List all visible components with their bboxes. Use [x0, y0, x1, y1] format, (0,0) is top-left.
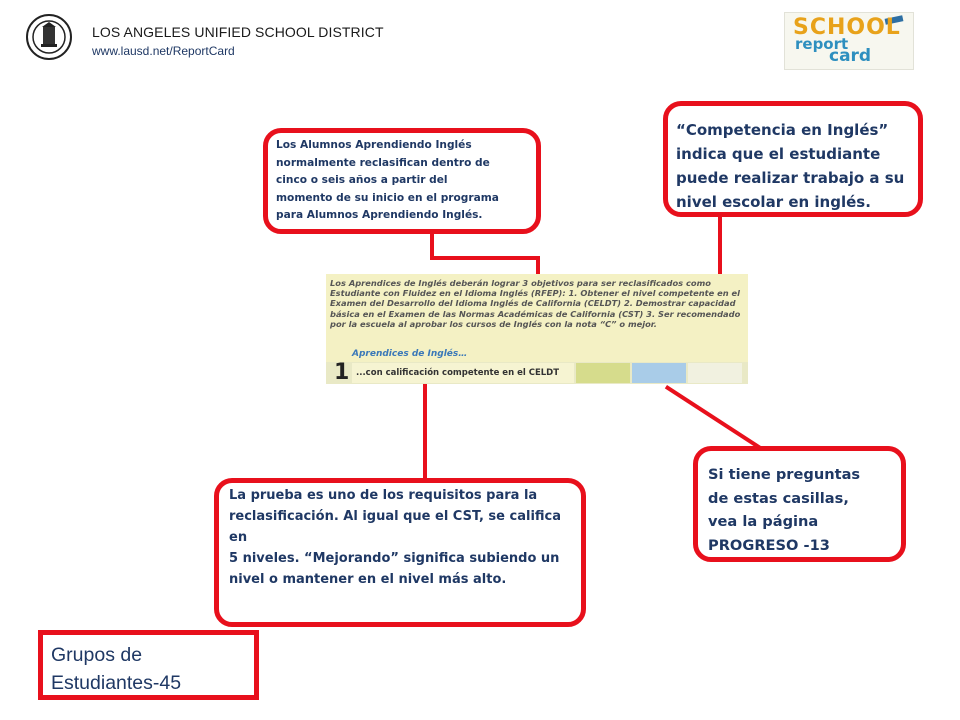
student-groups-link-box[interactable]: [38, 630, 259, 700]
callout-line: indica que el estudiante: [676, 145, 881, 163]
callout-line: “Competencia en Inglés”: [676, 121, 889, 139]
lausd-seal-icon: [26, 14, 72, 60]
report-card-url[interactable]: www.lausd.net/ReportCard: [92, 44, 235, 58]
callout-line: para Alumnos Aprendiendo Inglés.: [276, 209, 483, 221]
connector-line: [718, 214, 722, 274]
connector-line: [536, 256, 540, 274]
report-card-excerpt: [326, 274, 748, 384]
row-number: 1: [334, 360, 350, 384]
callout-line: Si tiene preguntas: [708, 466, 861, 483]
callout-line: puede realizar trabajo a su: [676, 169, 905, 187]
callout-line: normalmente reclasifican dentro de: [276, 156, 490, 169]
callout-line: momento de su inicio en el programa: [276, 191, 499, 204]
callout-line: reclasificación. Al igual que el CST, se califica en: [229, 509, 562, 545]
district-title: LOS ANGELES UNIFIED SCHOOL DISTRICT: [92, 24, 384, 40]
callout-line: Los Alumnos Aprendiendo Inglés: [276, 139, 472, 151]
callout-line: nivel escolar en inglés.: [676, 193, 871, 211]
connector-line: [430, 232, 434, 258]
callout-line: de estas casillas,: [708, 489, 849, 507]
callout-line: 5 niveles. “Mejorando” significa subiendo un: [229, 551, 560, 566]
callout-line: cinco o seis años a partir del: [276, 174, 448, 186]
result-cell-1: [576, 363, 630, 383]
callout-line: Estudiantes-45: [51, 672, 182, 694]
logo-word-school: SCHOOL: [793, 15, 901, 40]
connector-line: [430, 256, 540, 260]
callout-line: nivel o mantener en el nivel más alto.: [229, 572, 507, 587]
logo-word-report: report: [795, 35, 849, 53]
celdt-row-label: ...con calificación competente en el CELDT: [352, 363, 574, 383]
callout-line: vea la página: [708, 513, 819, 530]
result-cell-2: [632, 363, 686, 383]
english-proficiency-callout: [663, 101, 923, 217]
questions-callout: [693, 446, 906, 562]
callout-line: Grupos de: [51, 644, 143, 666]
result-cell-3: [688, 363, 742, 383]
callout-line: La prueba es uno de los requisitos para la: [229, 488, 538, 503]
test-requirement-callout: [214, 478, 586, 627]
english-learners-subheading: Aprendices de Inglés…: [352, 349, 468, 359]
school-report-card-logo: [784, 12, 914, 70]
callout-line: PROGRESO -13: [708, 536, 830, 554]
logo-word-card: card: [829, 46, 872, 66]
reclassification-criteria-text: Los Aprendices de Inglés deberán lograr 3 objetivos para ser reclasificados como Estudiante con Fluidez en el Idioma Inglés (RFEP): 1. Obtener el nivel competente en el Examen del Desarrollo del Idioma Inglés de California (CELDT) 2. Demostrar capacidad básica en el Examen de las Normas Académicas de California (CST) 3. Ser recomendado por la escuela al aprobar los cursos de Inglés con la nota “C” o mejor.: [330, 278, 741, 329]
connector-line: [423, 384, 427, 480]
reclassification-timeline-callout: [263, 128, 541, 234]
